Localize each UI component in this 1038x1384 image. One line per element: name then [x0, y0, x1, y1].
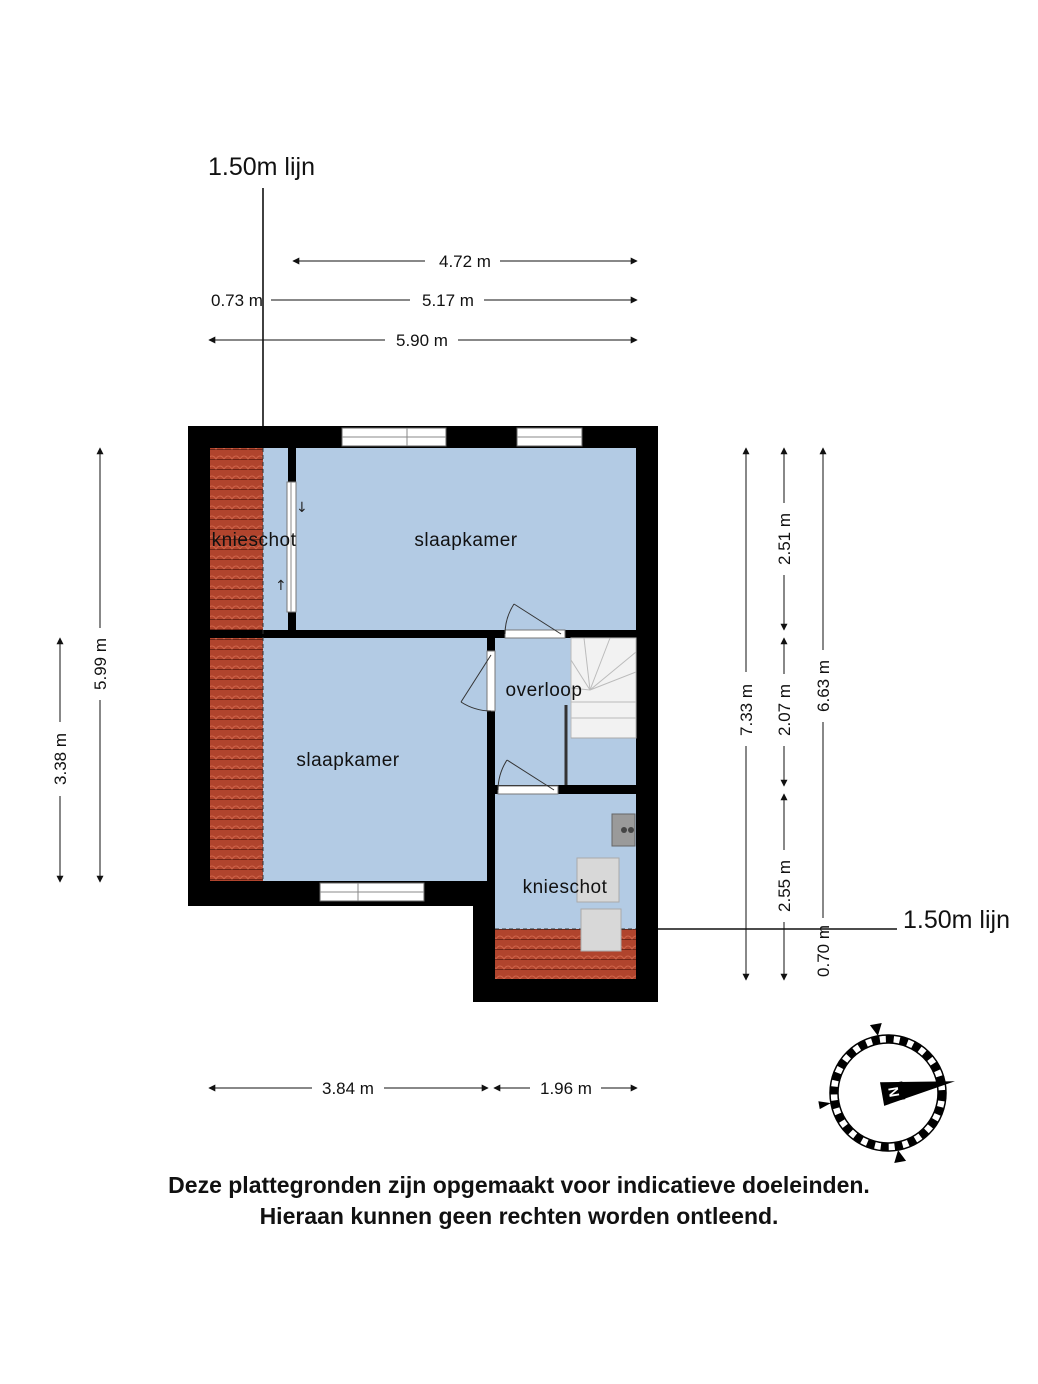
dimension-right-full: [814, 448, 833, 977]
window-bottom: [320, 883, 424, 901]
window-top-2: [517, 428, 582, 446]
compass: [818, 1023, 957, 1163]
room-label-slaapkamer-left: slaapkamer: [296, 750, 400, 771]
room-label-knieschot-right: knieschot: [522, 877, 608, 898]
roof-tiles-left: [210, 638, 263, 881]
storage-box-2: [581, 909, 621, 951]
line-150-top-label: 1.50m lijn: [208, 153, 315, 181]
disclaimer-line-1: Deze plattegronden zijn opgemaakt voor indicatieve doeleinden.: [168, 1172, 870, 1198]
dim-label-right-offset: 0.70 m: [814, 925, 833, 977]
svg-text:↑: ↑: [275, 578, 287, 594]
dim-label-top-offset: 0.73 m: [211, 291, 263, 310]
dimension-bottom: [209, 1079, 637, 1098]
dimension-right-segments: [775, 448, 794, 980]
boiler-unit: [612, 814, 635, 846]
dim-label-left-inner: 5.99 m: [91, 638, 110, 690]
dim-label-bottom-right: 1.96 m: [540, 1079, 592, 1098]
room-label-overloop: overloop: [505, 680, 583, 701]
dim-label-right-c: 2.55 m: [775, 860, 794, 912]
dim-label-top-mid: 5.17 m: [422, 291, 474, 310]
dimension-top-mid: [211, 291, 637, 310]
dimension-left-inner: [91, 448, 110, 882]
compass-north-label: N: [885, 1085, 903, 1099]
line-150-right-label: 1.50m lijn: [903, 906, 1010, 934]
disclaimer-line-2: Hieraan kunnen geen rechten worden ontleend.: [259, 1203, 779, 1229]
dim-label-right-a: 2.51 m: [775, 513, 794, 565]
line-150-right: [657, 906, 1010, 934]
dim-label-right-total: 7.33 m: [737, 684, 756, 736]
building: [188, 426, 658, 1002]
dimension-top-inner: [293, 252, 637, 271]
dimension-left-outer: [51, 638, 70, 882]
window-top-1: [342, 428, 446, 446]
dimension-right-total: [737, 448, 756, 980]
dimension-top-total: [209, 331, 637, 350]
dim-label-top-inner: 4.72 m: [439, 252, 491, 271]
dim-label-left-outer: 3.38 m: [51, 733, 70, 785]
svg-text:↓: ↓: [296, 500, 308, 516]
room-label-slaapkamer-top: slaapkamer: [414, 530, 518, 551]
room-label-knieschot-top: knieschot: [211, 530, 297, 551]
dim-label-bottom-left: 3.84 m: [322, 1079, 374, 1098]
dim-label-right-full: 6.63 m: [814, 660, 833, 712]
dim-label-right-b: 2.07 m: [775, 684, 794, 736]
dim-label-top-total: 5.90 m: [396, 331, 448, 350]
